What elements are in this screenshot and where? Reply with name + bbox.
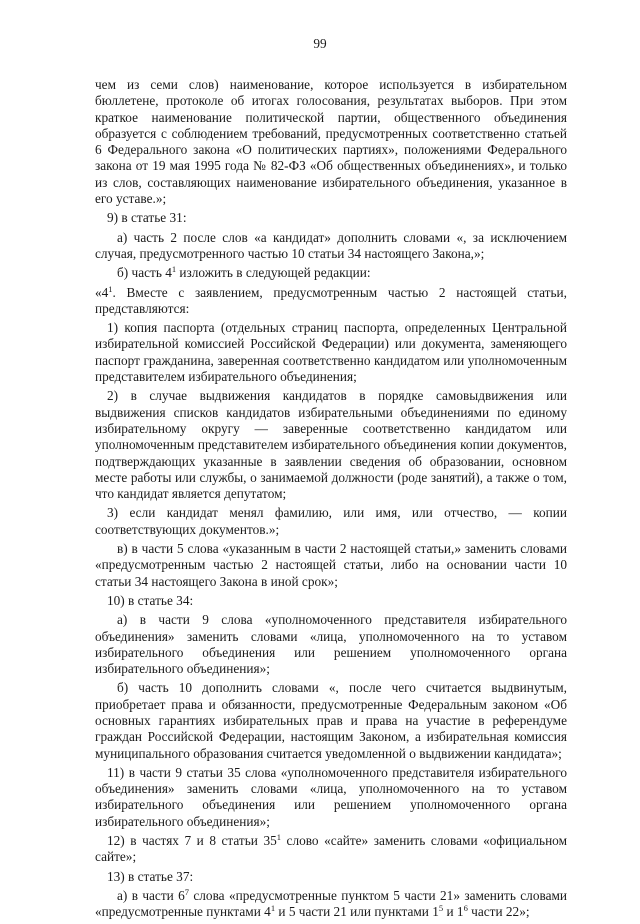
paragraph xyxy=(95,230,567,263)
superscript: 1 xyxy=(171,264,177,275)
paragraph xyxy=(95,320,567,385)
text-run: слово «сайте» заменить словами «официальном сайте»; xyxy=(95,833,567,865)
paragraph xyxy=(95,388,567,502)
paragraph xyxy=(95,869,567,885)
text-run: б) часть 10 дополнить словами «, после чего считается выдвинутым, приобретает права и обязанности, предусмотренные Федеральным законом «Об основных гарантиях избирательных прав и права на участие в референдуме граждан Российской Федерации, настоящим Законом, а избирательная комиссия муниципального образования считается уведомленной о выдвижении кандидата»; xyxy=(95,680,567,761)
document-body xyxy=(95,77,567,924)
text-run: 10) в статье 34: xyxy=(107,592,194,608)
text-run: и 5 части 21 или пунктами 1 xyxy=(275,904,439,920)
text-run: а) часть 2 после слов «а кандидат» дополнить словами «, за исключением случая, предусмотренного частью 10 статьи 34 настоящего Закона,»; xyxy=(95,229,567,261)
paragraph xyxy=(95,593,567,609)
text-run: «4 xyxy=(95,284,109,300)
text-run: слова «предусмотренные пунктом 5 части 21» заменить словами «предусмотренные пунктами 4 xyxy=(95,887,567,920)
superscript: 1 xyxy=(108,283,113,294)
text-run: в) в части 5 слова «указанным в части 2 настоящей статьи,» заменить словами «предусмотренным частью 2 настоящей статьи, либо на основании части 10 статьи 34 настоящего Закона в иной срок»; xyxy=(95,541,567,589)
superscript: 5 xyxy=(438,903,444,914)
text-run: 11) в части 9 статьи 35 слова «уполномоченного представителя избирательного объединения» заменить словами «лица, уполномоченного на то уставом избирательного объединения или решением уполномоченного органа избирательного объединения»; xyxy=(95,764,567,829)
text-run: изложить в следующей редакции: xyxy=(176,265,371,281)
text-run: 9) в статье 31: xyxy=(107,210,187,226)
paragraph xyxy=(95,265,567,281)
text-run: а) в части 9 слова «уполномоченного представителя избирательного объединения» заменить словами «лица, уполномоченного на то уставом избирательного объединения или решением уполномоченного органа избирательного объединения»; xyxy=(95,612,567,677)
paragraph xyxy=(95,210,567,226)
text-run: 12) в частях 7 и 8 статьи 35 xyxy=(107,833,277,849)
superscript: 7 xyxy=(184,886,190,897)
superscript: 1 xyxy=(270,903,276,914)
paragraph xyxy=(95,285,567,318)
text-run: чем из семи слов) наименование, которое используется в избирательном бюллетене, протоколе об итогах голосования, результатах выборов. При этом краткое наименование политической партии, общественного объединения образуется с соблюдением требований, предусмотренных соответственно статьей 6 Федерального закона «О политических партиях», положениями Федерального закона от 19 мая 1995 года № 82-ФЗ «Об общественных объединениях», и только из слов, составляющих наименование избирательного объединения, указанное в его уставе.»; xyxy=(95,77,567,207)
text-run: части 22»; xyxy=(467,904,530,920)
text-run: и 1 xyxy=(443,904,464,920)
paragraph xyxy=(95,541,567,590)
paragraph xyxy=(95,680,567,761)
text-run: б) часть 4 xyxy=(117,265,172,281)
text-run: 3) если кандидат менял фамилию, или имя, или отчество, — копии соответствующих документов.»; xyxy=(95,505,567,537)
paragraph xyxy=(95,833,567,866)
superscript: 6 xyxy=(463,903,468,914)
text-run: а) в части 6 xyxy=(117,887,185,903)
paragraph xyxy=(95,888,567,921)
text-run: 1) копия паспорта (отдельных страниц паспорта, определенных Центральной избирательной комиссией Российской Федерации) или документа, заменяющего паспорт гражданина, заверенная соответственно кандидатом или уполномоченным представителем избирательного объединения; xyxy=(95,320,567,385)
text-run: . Вместе с заявлением, предусмотренным частью 2 настоящей статьи, представляются: xyxy=(95,284,567,316)
text-run: 2) в случае выдвижения кандидатов в порядке самовыдвижения или выдвижения списков кандидатов избирательными объединениями по единому избирательному округу — заверенные соответственно кандидатом или уполномоченным представителем избирательного объединения копии документов, подтверждающих указанные в заявлении сведения об образовании, основном месте работы или службы, о занимаемой должности (роде занятий), а также о том, что кандидат является депутатом; xyxy=(95,388,567,502)
superscript: 1 xyxy=(276,832,282,843)
page-number: 99 xyxy=(313,36,327,51)
paragraph xyxy=(95,77,567,207)
paragraph xyxy=(95,505,567,538)
paragraph xyxy=(95,765,567,830)
text-run: 13) в статье 37: xyxy=(107,868,194,884)
paragraph xyxy=(95,612,567,677)
